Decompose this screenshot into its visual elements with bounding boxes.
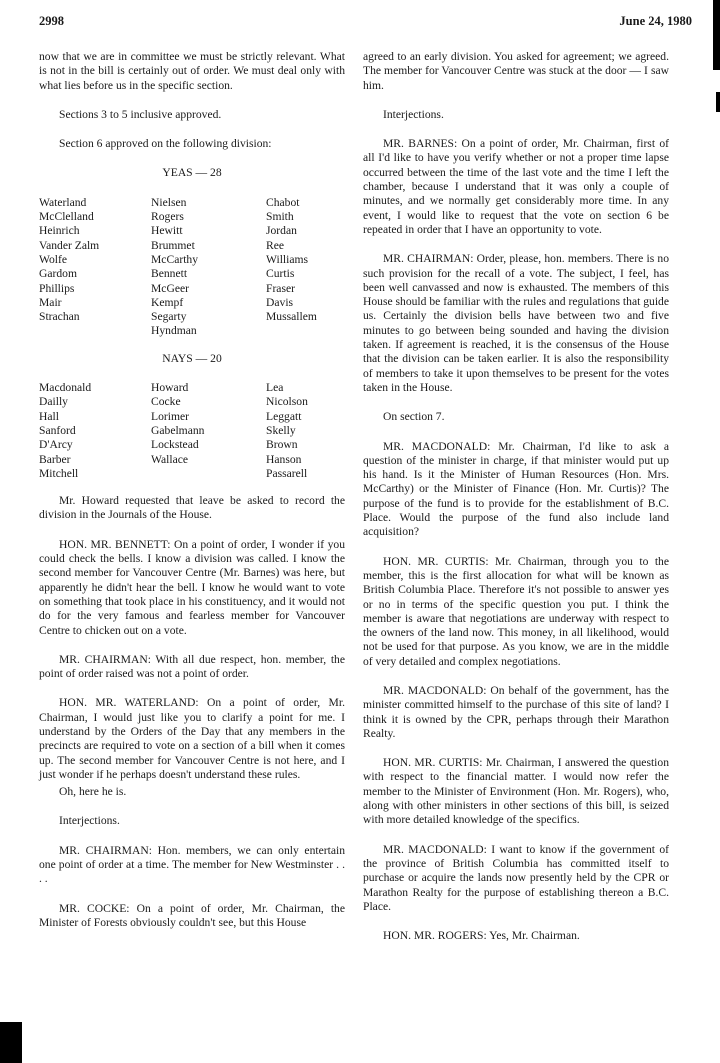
vote-row (39, 467, 349, 481)
left-column (39, 50, 345, 945)
member-name: Sanford (39, 423, 76, 437)
member-name: Leggatt (266, 409, 302, 423)
nays-heading: NAYS — 20 (162, 351, 222, 365)
paragraph: Interjections. (383, 107, 444, 121)
paragraph: MR. BARNES: On a point of order, Mr. Chairman, first of all I'd like to have you verify whether or not a proper time lapse occurred between the time of the last vote and the time I left the chamber, because I understand that it was only a couple of minutes, and we normally get considerably more time. In any event, I would like to request that the vote on section 6 be repeated in order that I have an opportunity to vote. (363, 137, 669, 236)
member-name: Hanson (266, 452, 302, 466)
member-name: Mair (39, 295, 62, 309)
paragraph: MR. MACDONALD: Mr. Chairman, I'd like to ask a question of the minister in charge, if that minister would put up his hand. Is it the Minister of Human Resources (Hon. Mrs. McCarthy) or the Minister of Finance (Hon. Mr. Curtis)? The purpose of the fund is to provide for the establishment of B.C. Place. Would the purpose of the fund also include land acquisition? (363, 439, 669, 539)
member-name: Heinrich (39, 224, 80, 238)
member-name: D'Arcy (39, 438, 73, 452)
paragraph: HON. MR. CURTIS: Mr. Chairman, I answered the question with respect to the financial matter. I would now refer the member to the Minister of Environment (Hon. Mr. Rogers), who, along with other ministers in other sections of this bill, is seized with more detailed knowledge of the specifics. (363, 756, 669, 827)
member-name: Wallace (151, 452, 189, 466)
vote-row (39, 210, 349, 224)
member-name: McCarthy (151, 252, 199, 266)
member-name: Howard (151, 381, 189, 395)
vote-row (39, 224, 349, 238)
paragraph: MR. CHAIRMAN: With all due respect, hon. member, the point of order raised was not a point of order. (39, 652, 345, 681)
paragraph: HON. MR. BENNETT: On a point of order, I wonder if you could check the bells. I know a division was called. I know the second member for Vancouver Centre (Mr. Barnes) was here, but apparently he didn't hear the bell. I know he would want to vote on something that took place in his constituency, and it would not do for the very famous and fearless member for Vancouver Centre to chicken out on a vote. (39, 537, 345, 637)
member-name (266, 324, 349, 338)
vote-row (39, 239, 349, 253)
nays-table (39, 381, 349, 481)
yeas-table (39, 196, 349, 339)
paragraph: HON. MR. ROGERS: Yes, Mr. Chairman. (383, 929, 580, 943)
member-name: Curtis (266, 267, 295, 281)
vote-row (39, 324, 349, 338)
member-name: Bennett (151, 267, 188, 281)
scan-edge-mark (0, 1022, 22, 1063)
vote-row (39, 253, 349, 267)
vote-row (39, 196, 349, 210)
vote-row (39, 438, 349, 452)
member-name: Barber (39, 452, 71, 466)
vote-row (39, 381, 349, 395)
paragraph: agreed to an early division. You asked for agreement; we agreed. The member for Vancouver Centre was stuck at the door — I saw him. (363, 50, 669, 92)
paragraph: MR. MACDONALD: I want to know if the government of the province of British Columbia has committed itself to purchase or acquire the lands now presently held by the CPR or Marathon Realty for the purpose of establishing thereon a B.C. Place. (363, 842, 669, 913)
member-name: Fraser (266, 281, 295, 295)
member-name: Segarty (151, 310, 187, 324)
member-name: Williams (266, 252, 309, 266)
member-name: Hewitt (151, 224, 183, 238)
member-name: Chabot (266, 195, 300, 209)
paragraph: HON. MR. WATERLAND: On a point of order, Mr. Chairman, I would just like you to clarify a point for me. I understand by the Orders of the Day that any members in the precincts are required to vote on a section of a bill when it comes up. The second member for Vancouver Centre is not here, and I just wonder if he perhaps doesn't understand these rules. (39, 696, 345, 781)
member-name: Waterland (39, 195, 87, 209)
member-name: Strachan (39, 310, 80, 324)
member-name: Mussallem (266, 310, 317, 324)
member-name: Passarell (266, 466, 308, 480)
vote-row (39, 410, 349, 424)
member-name: Gabelmann (151, 423, 205, 437)
paragraph: Oh, here he is. (59, 785, 127, 799)
member-name: Jordan (266, 224, 297, 238)
member-name: Brown (266, 438, 298, 452)
paragraph: Interjections. (59, 814, 120, 828)
member-name: McClelland (39, 210, 94, 224)
vote-row (39, 310, 349, 324)
member-name: Smith (266, 210, 294, 224)
member-name: Nielsen (151, 195, 187, 209)
member-name: Lea (266, 381, 284, 395)
vote-row (39, 267, 349, 281)
member-name: Kempf (151, 295, 184, 309)
member-name: Cocke (151, 395, 181, 409)
vote-row (39, 424, 349, 438)
member-name (39, 324, 151, 338)
paragraph: Mr. Howard requested that leave be asked to record the division in the Journals of the House. (39, 494, 345, 522)
paragraph: HON. MR. CURTIS: Mr. Chairman, through you to the member, this is the first allocation for what will be known as British Columbia Place. Therefore it's not possible to answer yes or no in terms of the specific question you put. I think the member is aware that negotiations are underway with respect to the owners of the land now. This money, in all likelihood, would not be used for that purpose. As you know, we are in the middle of very detailed and complex negotiations. (363, 554, 669, 668)
paragraph: MR. COCKE: On a point of order, Mr. Chairman, the Minister of Forests obviously couldn't see, but this House (39, 901, 345, 929)
vote-row (39, 296, 349, 310)
member-name: Dailly (39, 395, 68, 409)
scan-edge-mark (716, 92, 720, 112)
member-name: Lockstead (151, 438, 199, 452)
member-name: Rogers (151, 210, 184, 224)
member-name: Mitchell (39, 466, 79, 480)
member-name: Hyndman (151, 324, 197, 338)
paragraph: MR. CHAIRMAN: Hon. members, we can only entertain one point of order at a time. The member for New Westminster . . . . (39, 843, 345, 886)
member-name: Ree (266, 238, 285, 252)
yeas-heading: YEAS — 28 (162, 166, 222, 180)
vote-row (39, 282, 349, 296)
page-number: 2998 (39, 14, 64, 28)
member-name: Vander Zalm (39, 238, 100, 252)
member-name: Gardom (39, 267, 77, 281)
member-name: Hall (39, 409, 59, 423)
vote-row (39, 453, 349, 467)
member-name: Phillips (39, 281, 75, 295)
member-name: Nicolson (266, 395, 308, 409)
member-name (151, 467, 266, 481)
paragraph: On section 7. (383, 410, 445, 424)
paragraph: MR. MACDONALD: On behalf of the government, has the minister committed himself to the purchase of this site of land? I think it is owned by the CPR, perhaps through their Marathon Realty. (363, 683, 669, 740)
right-column (363, 50, 669, 958)
member-name: Brummet (151, 238, 195, 252)
page-date: June 24, 1980 (619, 14, 692, 28)
paragraph: Section 6 approved on the following division: (59, 137, 272, 151)
paragraph: Sections 3 to 5 inclusive approved. (59, 107, 222, 121)
scan-edge-mark (713, 0, 720, 70)
paragraph: now that we are in committee we must be strictly relevant. What is not in the bill is certainly out of order. We must deal only with what lies before us in the specific section. (39, 50, 345, 92)
member-name: Lorimer (151, 409, 189, 423)
vote-row (39, 395, 349, 409)
member-name: Davis (266, 295, 294, 309)
paragraph: MR. CHAIRMAN: Order, please, hon. members. There is no such provision for the recall of a vote. The subject, I feel, has been well canvassed and now is exhausted. The members of this House should be familiar with the rules and regulations that guide us. Certainly the division bells have between two and five minutes to go between being sounded and having the division taken. If agreement is reached, it is the consensus of the House that the division can be taken earlier. It is also the responsibility of members to take it upon themselves to be present for the votes taken in the House. (363, 252, 669, 394)
member-name: McGeer (151, 281, 189, 295)
member-name: Skelly (266, 423, 296, 437)
member-name: Wolfe (39, 252, 68, 266)
member-name: Macdonald (39, 381, 92, 395)
